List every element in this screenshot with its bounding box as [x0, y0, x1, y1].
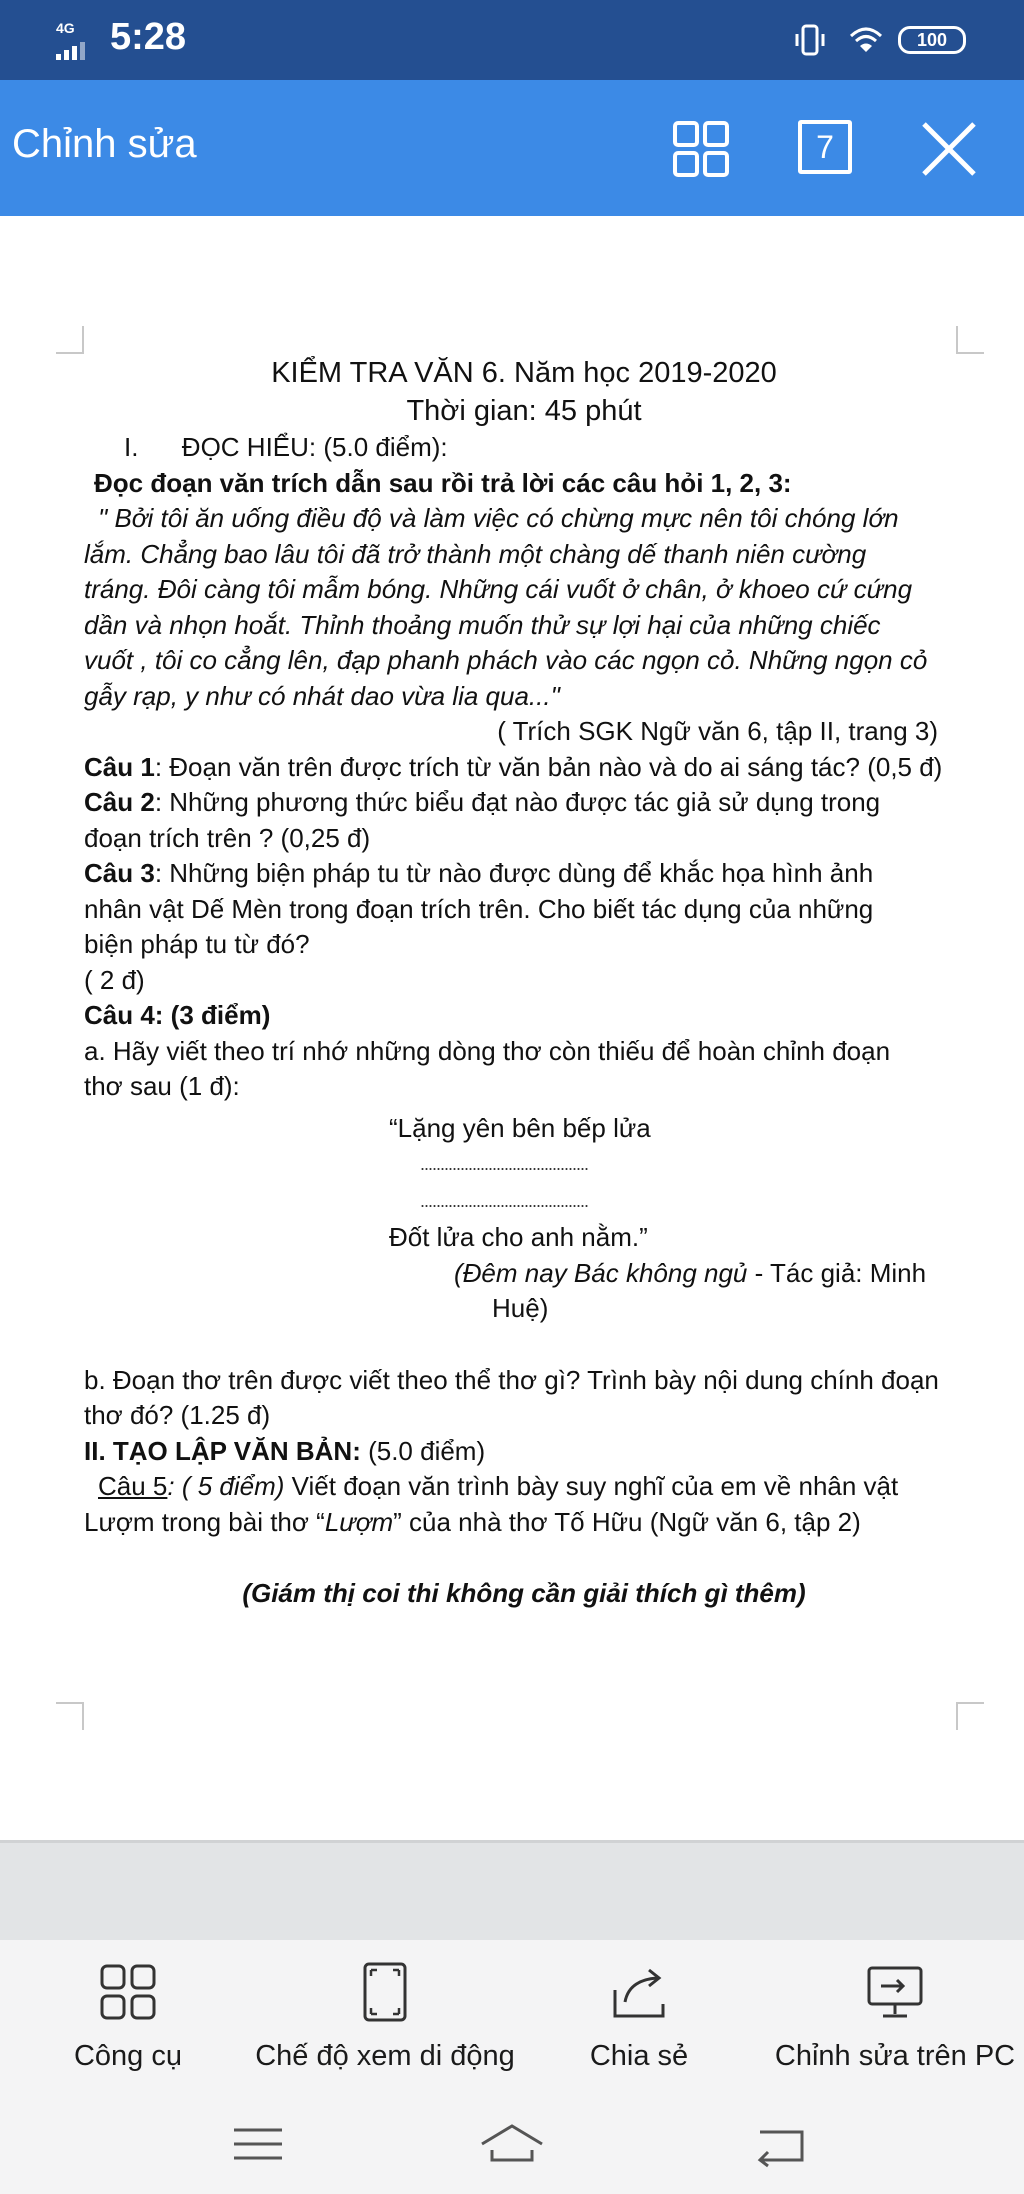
- close-icon[interactable]: [918, 118, 980, 180]
- question-label: Câu 1: [84, 751, 155, 782]
- toolbar-title[interactable]: Chỉnh sửa: [12, 122, 197, 166]
- signal-icon: [56, 20, 102, 60]
- closing-note: (Giám thị coi thi không cần giải thích gì thêm): [242, 1578, 806, 1608]
- question-label: Câu 2: [84, 787, 155, 817]
- page-count-icon[interactable]: 7: [798, 120, 852, 174]
- question-text: : Đoạn văn trên được trích từ văn bản nào và do ai sáng tác? (0,5 đ): [154, 751, 943, 782]
- mobile-view-label: Chế độ xem di động: [255, 2040, 515, 2072]
- document-content: [84, 354, 964, 1612]
- question-label: Câu 5: [98, 1471, 168, 1501]
- poem-source-author: - Tác giả: Minh: [747, 1257, 927, 1288]
- poem-blank: ..........................................: [420, 1191, 589, 1211]
- battery-level: 100: [916, 30, 948, 50]
- poem-source: [84, 1256, 964, 1292]
- question-4-heading: Câu 4: (3 điểm): [84, 1000, 271, 1030]
- passage-line: dần và nhọn hoắt. Thỉnh thoảng muốn thử sự lợi hại của những chiếc: [84, 609, 881, 640]
- document-page[interactable]: [0, 216, 1024, 1840]
- question-text: ” của nhà thơ Tố Hữu (Ngữ văn 6, tập 2): [393, 1506, 861, 1537]
- poem-blank: ..........................................: [420, 1154, 589, 1174]
- share-icon: [607, 1960, 671, 2024]
- question-text: Lượm trong bài thơ “: [84, 1506, 325, 1537]
- section1-title: ĐỌC HIỂU: (5.0 điểm):: [181, 432, 448, 462]
- document-title: KIỂM TRA VĂN 6. Năm học 2019-2020: [271, 357, 777, 389]
- status-time: 5:28: [110, 16, 187, 58]
- battery-icon: [898, 26, 966, 54]
- bottom-action-bar: [0, 1940, 1024, 2194]
- question-5-cont: [84, 1505, 964, 1541]
- section1-number: I.: [124, 432, 139, 462]
- question-3-cont: biện pháp tu từ đó?: [84, 929, 310, 959]
- question-2-cont: đoạn trích trên ? (0,25 đ): [84, 822, 371, 853]
- poem-source-cont: Huệ): [492, 1293, 549, 1323]
- question-5: [84, 1469, 964, 1505]
- page-corner-mark: [956, 1702, 984, 1730]
- edit-on-pc-button[interactable]: [770, 1960, 1020, 2073]
- status-bar: [0, 0, 1024, 80]
- passage-line: gẫy rạp, y như có nhát dao vừa lia qua...": [84, 680, 560, 711]
- section2-points: (5.0 điểm): [360, 1435, 486, 1466]
- poem-name: Lượm: [324, 1506, 394, 1537]
- wifi-icon: [848, 22, 884, 58]
- question-text: : Những biện pháp tu từ nào được dùng để khắc họa hình ảnh: [154, 858, 874, 888]
- question-text: : Những phương thức biểu đạt nào được tác giả sử dụng trong: [154, 787, 881, 817]
- passage-line: " Bởi tôi ăn uống điều độ và làm việc có chừng mực nên tôi chóng lớn: [98, 503, 899, 533]
- page-gap: [0, 1840, 1024, 1940]
- question-label: Câu 3: [84, 858, 155, 888]
- vibrate-icon: [793, 22, 827, 58]
- poem-line: “Lặng yên bên bếp lửa: [389, 1112, 651, 1143]
- mobile-view-button[interactable]: [252, 1960, 518, 2073]
- question-points: : ( 5 điểm): [167, 1471, 285, 1501]
- question-4a-cont: thơ sau (1 đ):: [84, 1071, 240, 1101]
- grid-icon[interactable]: [672, 120, 730, 178]
- passage: [84, 501, 964, 714]
- question-2: [84, 785, 964, 821]
- page-corner-mark: [56, 326, 84, 354]
- citation: ( Trích SGK Ngữ văn 6, tập II, trang 3): [497, 716, 938, 746]
- edit-on-pc-label: Chỉnh sửa trên PC: [774, 2040, 1016, 2072]
- tools-button[interactable]: [56, 1960, 200, 2073]
- question-4a: a. Hãy viết theo trí nhớ những dòng thơ còn thiếu để hoàn chỉnh đoạn: [84, 1035, 891, 1066]
- document-time-limit: Thời gian: 45 phút: [406, 395, 642, 427]
- poem-line: Đốt lửa cho anh nằm.”: [389, 1222, 648, 1252]
- poem-source-title: (Đêm nay Bác không ngủ: [454, 1257, 748, 1288]
- page-corner-mark: [956, 326, 984, 354]
- passage-line: lắm. Chẳng bao lâu tôi đã trở thành một chàng dế thanh niên cường: [84, 538, 867, 569]
- question-4b-cont: thơ đó? (1.25 đ): [84, 1400, 271, 1430]
- question-3-points: ( 2 đ): [84, 964, 145, 995]
- network-type: 4G: [56, 20, 75, 36]
- top-toolbar: [0, 80, 1024, 216]
- question-4b: b. Đoạn thơ trên được viết theo thể thơ gì? Trình bày nội dung chính đoạn: [84, 1364, 939, 1395]
- passage-line: tráng. Đôi càng tôi mẫm bóng. Những cái vuốt ở chân, ở khoeo cứ cứng: [84, 574, 913, 604]
- question-3: [84, 856, 964, 892]
- home-nav-icon[interactable]: [478, 2120, 546, 2168]
- question-text: Viết đoạn văn trình bày suy nghĩ của em về nhân vật: [284, 1471, 899, 1501]
- share-button[interactable]: [580, 1960, 698, 2073]
- tools-label: Công cụ: [73, 2040, 182, 2072]
- back-nav-icon[interactable]: [752, 2120, 812, 2168]
- tools-icon: [96, 1960, 160, 2024]
- section1-heading: [84, 430, 964, 466]
- share-label: Chia sẻ: [589, 2040, 689, 2072]
- passage-line: vuốt , tôi co cẳng lên, đạp phanh phách vào các ngọn cỏ. Những ngọn cỏ: [84, 645, 928, 675]
- menu-nav-icon[interactable]: [228, 2120, 288, 2168]
- question-3-cont: nhân vật Dế Mèn trong đoạn trích trên. Cho biết tác dụng của những: [84, 893, 874, 924]
- page-corner-mark: [56, 1702, 84, 1730]
- question-1: [84, 750, 964, 786]
- section2-title: II. TẠO LẬP VĂN BẢN:: [84, 1435, 361, 1466]
- mobile-view-icon: [353, 1960, 417, 2024]
- instruction: Đọc đoạn văn trích dẫn sau rồi trả lời các câu hỏi 1, 2, 3:: [94, 467, 792, 498]
- section2-heading: [84, 1434, 964, 1470]
- edit-on-pc-icon: [863, 1960, 927, 2024]
